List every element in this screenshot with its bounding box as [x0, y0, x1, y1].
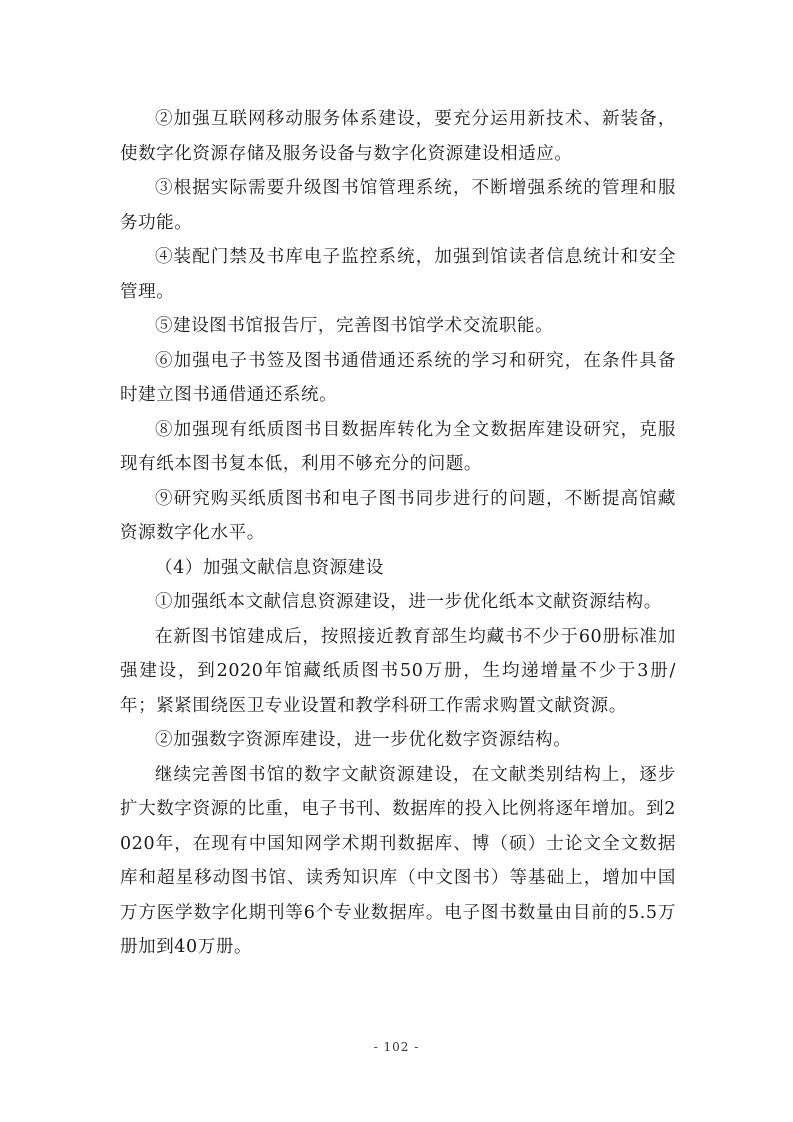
paragraph-digital-resources: ②加强数字资源库建设，进一步优化数字资源结构。 [155, 730, 572, 750]
paragraph-library-system: ③根据实际需要升级图书馆管理系统，不断增强系统的管理和服务功能。 [120, 178, 676, 233]
paragraph-ebook-lending: ⑥加强电子书签及图书通借通还系统的学习和研究，在条件具备时建立图书通借通还系统。 [120, 350, 676, 405]
paragraph-purchase-sync: ⑨研究购买纸质图书和电子图书同步进行的问题，不断提高馆藏资源数字化水平。 [120, 488, 676, 543]
paragraph-print-targets: 在新图书馆建成后，按照接近教育部生均藏书不少于60册标准加强建设，到2020年馆藏纸质图书50万册，生均递增量不少于3册/年；紧紧围绕医卫专业设置和教学科研工作需求购置文献资源。 [120, 626, 676, 716]
paragraph-lecture-hall: ⑤建设图书馆报告厅，完善图书馆学术交流职能。 [155, 316, 554, 336]
paragraph-internet-service: ②加强互联网移动服务体系建设，要充分运用新技术、新装备，使数字化资源存储及服务设备与数字化资源建设相适应。 [120, 109, 676, 164]
body-text [120, 102, 676, 965]
paragraph-digital-targets: 继续完善图书馆的数字文献资源建设，在文献类别结构上，逐步扩大数字资源的比重，电子书刊、数据库的投入比例将逐年增加。到2020年，在现有中国知网学术期刊数据库、博（硕）士论文全文数据库和超星移动图书馆、读秀知识库（中文图书）等基础上，增加中国万方医学数字化期刊等6个专业数据库。电子图书数量由目前的5.5万册加到40万册。 [120, 764, 676, 957]
paragraph-print-resources: ①加强纸本文献信息资源建设，进一步优化纸本文献资源结构。 [155, 592, 662, 612]
section-heading: （4）加强文献信息资源建设 [155, 557, 384, 578]
paragraph-access-control: ④装配门禁及书库电子监控系统，加强到馆读者信息统计和安全管理。 [120, 247, 676, 302]
page-number: - 102 - [373, 1040, 420, 1054]
paragraph-fulltext-database: ⑧加强现有纸质图书目数据库转化为全文数据库建设研究，克服现有纸本图书复本低，利用不够充分的问题。 [120, 419, 676, 474]
